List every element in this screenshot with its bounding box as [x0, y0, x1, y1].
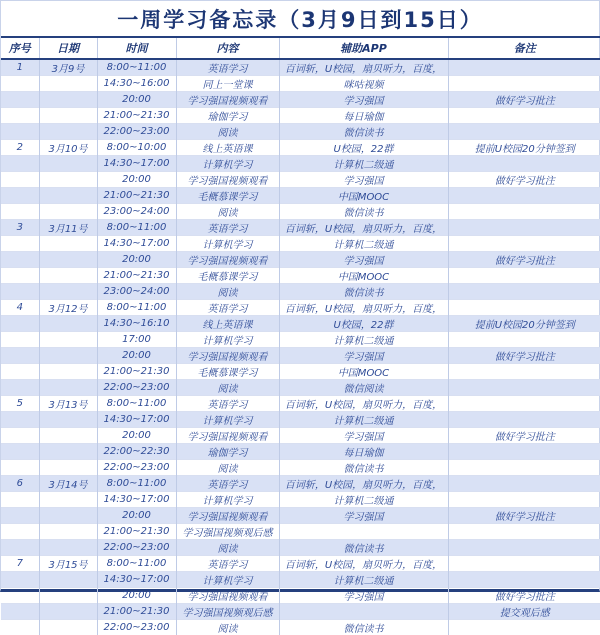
- cell-content: 英语学习: [176, 556, 279, 572]
- cell-time: 8:00~11:00: [97, 220, 176, 236]
- cell-time: 20:00: [97, 172, 176, 188]
- cell-note: 提前U校园20分钟签到: [448, 140, 600, 156]
- cell-app: 微信读书: [279, 204, 448, 220]
- cell-content: 阅读: [176, 460, 279, 476]
- table-row: [1, 156, 600, 172]
- cell-date: [39, 76, 97, 92]
- cell-no: [1, 492, 39, 508]
- table-row: [1, 396, 600, 412]
- cell-no: [1, 156, 39, 172]
- cell-no: [1, 508, 39, 524]
- cell-date: [39, 316, 97, 332]
- cell-date: [39, 604, 97, 620]
- cell-content: 线上英语课: [176, 140, 279, 156]
- table-row: [1, 620, 600, 635]
- cell-time: 22:00~23:00: [97, 460, 176, 476]
- cell-app: 百词斩，U校园，扇贝听力，百度，: [279, 59, 448, 76]
- table-row: [1, 300, 600, 316]
- cell-date: [39, 508, 97, 524]
- table-row: [1, 572, 600, 588]
- cell-note: [448, 59, 600, 76]
- cell-time: 21:00~21:30: [97, 604, 176, 620]
- cell-date: [39, 444, 97, 460]
- cell-no: [1, 364, 39, 380]
- cell-time: 22:00~23:00: [97, 620, 176, 635]
- cell-content: 线上英语课: [176, 316, 279, 332]
- cell-date: 3月15号: [39, 556, 97, 572]
- table-row: [1, 444, 600, 460]
- cell-content: 阅读: [176, 204, 279, 220]
- cell-no: [1, 604, 39, 620]
- table-row: [1, 556, 600, 572]
- cell-content: 英语学习: [176, 220, 279, 236]
- cell-time: 22:00~23:00: [97, 124, 176, 140]
- cell-time: 23:00~24:00: [97, 284, 176, 300]
- table-row: [1, 332, 600, 348]
- cell-note: [448, 396, 600, 412]
- cell-content: 瑜伽学习: [176, 108, 279, 124]
- cell-app: 微信阅读: [279, 380, 448, 396]
- cell-date: [39, 156, 97, 172]
- cell-note: [448, 572, 600, 588]
- cell-content: 学习强国视频观后感: [176, 524, 279, 540]
- cell-date: [39, 348, 97, 364]
- cell-content: 瑜伽学习: [176, 444, 279, 460]
- cell-note: [448, 284, 600, 300]
- cell-app: 中国MOOC: [279, 364, 448, 380]
- cell-note: 提前U校园20分钟签到: [448, 316, 600, 332]
- cell-date: [39, 92, 97, 108]
- table-row: [1, 140, 600, 156]
- cell-app: [279, 524, 448, 540]
- cell-note: [448, 220, 600, 236]
- header-cell-date: 日期: [39, 37, 97, 59]
- cell-content: 计算机学习: [176, 332, 279, 348]
- cell-note: [448, 76, 600, 92]
- cell-time: 8:00~11:00: [97, 59, 176, 76]
- table-row: [1, 172, 600, 188]
- cell-no: [1, 348, 39, 364]
- cell-no: 3: [1, 220, 39, 236]
- cell-time: 20:00: [97, 348, 176, 364]
- cell-app: 微信读书: [279, 620, 448, 635]
- cell-app: 计算机二级通: [279, 236, 448, 252]
- table-row: [1, 604, 600, 620]
- cell-no: [1, 188, 39, 204]
- cell-content: 阅读: [176, 380, 279, 396]
- cell-app: 学习强国: [279, 508, 448, 524]
- cell-date: [39, 172, 97, 188]
- cell-app: 学习强国: [279, 428, 448, 444]
- cell-content: 同上一堂课: [176, 76, 279, 92]
- cell-app: 学习强国: [279, 172, 448, 188]
- table-row: [1, 220, 600, 236]
- cell-app: 每日瑜伽: [279, 444, 448, 460]
- cell-content: 英语学习: [176, 476, 279, 492]
- header-cell-time: 时间: [97, 37, 176, 59]
- cell-time: 20:00: [97, 508, 176, 524]
- cell-note: [448, 364, 600, 380]
- cell-app: 中国MOOC: [279, 188, 448, 204]
- cell-content: 英语学习: [176, 396, 279, 412]
- cell-date: [39, 428, 97, 444]
- cell-content: 学习强国视频观看: [176, 588, 279, 604]
- cell-content: 阅读: [176, 540, 279, 556]
- cell-content: 计算机学习: [176, 412, 279, 428]
- cell-time: 8:00~11:00: [97, 396, 176, 412]
- cell-note: 做好学习批注: [448, 172, 600, 188]
- cell-app: U校园，22群: [279, 140, 448, 156]
- cell-time: 21:00~21:30: [97, 108, 176, 124]
- cell-note: [448, 412, 600, 428]
- cell-note: [448, 300, 600, 316]
- cell-note: 做好学习批注: [448, 428, 600, 444]
- header-cell-no: 序号: [1, 37, 39, 59]
- cell-note: [448, 332, 600, 348]
- header-cell-app: 辅助APP: [279, 37, 448, 59]
- cell-time: 20:00: [97, 92, 176, 108]
- cell-no: 6: [1, 476, 39, 492]
- cell-time: 8:00~11:00: [97, 476, 176, 492]
- cell-app: [279, 604, 448, 620]
- memo-table-body: [1, 59, 600, 635]
- table-row: [1, 76, 600, 92]
- cell-content: 学习强国视频观后感: [176, 604, 279, 620]
- cell-date: 3月12号: [39, 300, 97, 316]
- cell-date: [39, 412, 97, 428]
- cell-content: 毛概慕课学习: [176, 268, 279, 284]
- cell-no: [1, 172, 39, 188]
- cell-time: 14:30~16:00: [97, 76, 176, 92]
- cell-time: 8:00~10:00: [97, 140, 176, 156]
- cell-note: [448, 444, 600, 460]
- cell-no: 2: [1, 140, 39, 156]
- table-row: [1, 476, 600, 492]
- cell-app: 百词斩，U校园，扇贝听力，百度，: [279, 476, 448, 492]
- cell-no: [1, 444, 39, 460]
- cell-time: 22:00~23:00: [97, 380, 176, 396]
- cell-app: 计算机二级通: [279, 412, 448, 428]
- cell-no: 7: [1, 556, 39, 572]
- cell-time: 20:00: [97, 252, 176, 268]
- table-row: [1, 204, 600, 220]
- cell-note: [448, 188, 600, 204]
- cell-content: 学习强国视频观看: [176, 348, 279, 364]
- cell-content: 计算机学习: [176, 492, 279, 508]
- cell-time: 14:30~17:00: [97, 492, 176, 508]
- cell-no: [1, 236, 39, 252]
- cell-no: [1, 460, 39, 476]
- cell-note: [448, 524, 600, 540]
- cell-date: [39, 204, 97, 220]
- cell-time: 21:00~21:30: [97, 268, 176, 284]
- table-row: [1, 524, 600, 540]
- table-row: [1, 252, 600, 268]
- cell-note: 做好学习批注: [448, 92, 600, 108]
- cell-no: [1, 316, 39, 332]
- table-row: [1, 188, 600, 204]
- cell-no: [1, 124, 39, 140]
- cell-date: [39, 492, 97, 508]
- cell-content: 学习强国视频观看: [176, 508, 279, 524]
- cell-app: 学习强国: [279, 588, 448, 604]
- cell-content: 学习强国视频观看: [176, 428, 279, 444]
- cell-no: [1, 524, 39, 540]
- cell-time: 17:00: [97, 332, 176, 348]
- cell-date: [39, 460, 97, 476]
- cell-note: 做好学习批注: [448, 348, 600, 364]
- cell-app: 百词斩，U校园，扇贝听力，百度，: [279, 300, 448, 316]
- cell-app: 学习强国: [279, 252, 448, 268]
- table-row: [1, 108, 600, 124]
- cell-content: 阅读: [176, 284, 279, 300]
- cell-app: 百词斩，U校园，扇贝听力，百度，: [279, 396, 448, 412]
- cell-date: [39, 572, 97, 588]
- cell-app: 咪咕视频: [279, 76, 448, 92]
- cell-time: 14:30~17:00: [97, 572, 176, 588]
- cell-note: [448, 156, 600, 172]
- cell-app: 百词斩，U校园，扇贝听力，百度，: [279, 220, 448, 236]
- cell-no: [1, 620, 39, 635]
- memo-table: [1, 36, 600, 635]
- cell-time: 22:00~23:00: [97, 540, 176, 556]
- cell-note: [448, 124, 600, 140]
- cell-time: 20:00: [97, 588, 176, 604]
- cell-no: 1: [1, 59, 39, 76]
- cell-note: [448, 460, 600, 476]
- cell-date: [39, 332, 97, 348]
- cell-no: 5: [1, 396, 39, 412]
- table-row: [1, 364, 600, 380]
- cell-time: 21:00~21:30: [97, 188, 176, 204]
- cell-content: 学习强国视频观看: [176, 172, 279, 188]
- cell-no: [1, 572, 39, 588]
- table-row: [1, 588, 600, 604]
- cell-time: 14:30~17:00: [97, 412, 176, 428]
- cell-note: 提交观后感: [448, 604, 600, 620]
- cell-note: [448, 476, 600, 492]
- cell-no: [1, 540, 39, 556]
- cell-content: 计算机学习: [176, 236, 279, 252]
- cell-content: 学习强国视频观看: [176, 252, 279, 268]
- cell-content: 毛概慕课学习: [176, 188, 279, 204]
- table-row: [1, 316, 600, 332]
- cell-no: [1, 252, 39, 268]
- cell-no: [1, 588, 39, 604]
- cell-date: [39, 380, 97, 396]
- header-cell-content: 内容: [176, 37, 279, 59]
- cell-no: [1, 268, 39, 284]
- cell-content: 阅读: [176, 620, 279, 635]
- page-title: 一周学习备忘录（3月9日到15日）: [1, 1, 599, 36]
- cell-note: 做好学习批注: [448, 508, 600, 524]
- cell-app: 微信读书: [279, 460, 448, 476]
- cell-note: [448, 492, 600, 508]
- table-row: [1, 380, 600, 396]
- cell-note: [448, 268, 600, 284]
- cell-time: 21:00~21:30: [97, 364, 176, 380]
- cell-content: 英语学习: [176, 300, 279, 316]
- cell-app: 百词斩，U校园，扇贝听力，百度，: [279, 556, 448, 572]
- cell-app: U校园，22群: [279, 316, 448, 332]
- cell-date: [39, 252, 97, 268]
- cell-app: 微信读书: [279, 540, 448, 556]
- cell-content: 计算机学习: [176, 156, 279, 172]
- cell-time: 8:00~11:00: [97, 300, 176, 316]
- cell-no: [1, 284, 39, 300]
- table-row: [1, 540, 600, 556]
- cell-date: 3月10号: [39, 140, 97, 156]
- cell-app: 计算机二级通: [279, 572, 448, 588]
- cell-date: 3月14号: [39, 476, 97, 492]
- cell-no: [1, 204, 39, 220]
- table-row: [1, 268, 600, 284]
- cell-content: 计算机学习: [176, 572, 279, 588]
- table-row: [1, 412, 600, 428]
- cell-app: 计算机二级通: [279, 156, 448, 172]
- cell-note: [448, 236, 600, 252]
- cell-date: [39, 268, 97, 284]
- cell-date: [39, 236, 97, 252]
- table-row: [1, 92, 600, 108]
- cell-date: 3月13号: [39, 396, 97, 412]
- cell-time: 8:00~11:00: [97, 556, 176, 572]
- cell-note: [448, 620, 600, 635]
- table-row: [1, 508, 600, 524]
- cell-date: [39, 540, 97, 556]
- cell-app: 计算机二级通: [279, 332, 448, 348]
- cell-note: [448, 108, 600, 124]
- table-row: [1, 124, 600, 140]
- cell-app: 学习强国: [279, 92, 448, 108]
- table-row: [1, 460, 600, 476]
- cell-app: 学习强国: [279, 348, 448, 364]
- cell-no: [1, 428, 39, 444]
- cell-content: 毛概慕课学习: [176, 364, 279, 380]
- cell-date: 3月9号: [39, 59, 97, 76]
- cell-note: 做好学习批注: [448, 252, 600, 268]
- table-row: [1, 59, 600, 76]
- cell-time: 23:00~24:00: [97, 204, 176, 220]
- cell-date: [39, 108, 97, 124]
- table-row: [1, 428, 600, 444]
- cell-no: [1, 92, 39, 108]
- cell-no: [1, 108, 39, 124]
- cell-time: 14:30~17:00: [97, 156, 176, 172]
- cell-app: 微信读书: [279, 284, 448, 300]
- cell-note: [448, 556, 600, 572]
- cell-app: 计算机二级通: [279, 492, 448, 508]
- cell-content: 阅读: [176, 124, 279, 140]
- cell-date: [39, 284, 97, 300]
- table-row: [1, 236, 600, 252]
- cell-time: 22:00~22:30: [97, 444, 176, 460]
- table-header-row: [1, 37, 600, 59]
- cell-app: 中国MOOC: [279, 268, 448, 284]
- cell-note: [448, 204, 600, 220]
- table-row: [1, 348, 600, 364]
- cell-no: [1, 332, 39, 348]
- cell-date: [39, 364, 97, 380]
- table-row: [1, 284, 600, 300]
- header-cell-note: 备注: [448, 37, 600, 59]
- cell-no: 4: [1, 300, 39, 316]
- cell-date: 3月11号: [39, 220, 97, 236]
- cell-no: [1, 380, 39, 396]
- cell-note: [448, 540, 600, 556]
- cell-note: [448, 380, 600, 396]
- cell-date: [39, 524, 97, 540]
- cell-app: 每日瑜伽: [279, 108, 448, 124]
- cell-date: [39, 588, 97, 604]
- cell-content: 英语学习: [176, 59, 279, 76]
- cell-time: 14:30~16:10: [97, 316, 176, 332]
- cell-time: 20:00: [97, 428, 176, 444]
- cell-content: 学习强国视频观看: [176, 92, 279, 108]
- cell-date: [39, 188, 97, 204]
- cell-no: [1, 76, 39, 92]
- cell-date: [39, 620, 97, 635]
- cell-time: 21:00~21:30: [97, 524, 176, 540]
- cell-no: [1, 412, 39, 428]
- cell-app: 微信读书: [279, 124, 448, 140]
- table-row: [1, 492, 600, 508]
- cell-note: 做好学习批注: [448, 588, 600, 604]
- cell-date: [39, 124, 97, 140]
- cell-time: 14:30~17:00: [97, 236, 176, 252]
